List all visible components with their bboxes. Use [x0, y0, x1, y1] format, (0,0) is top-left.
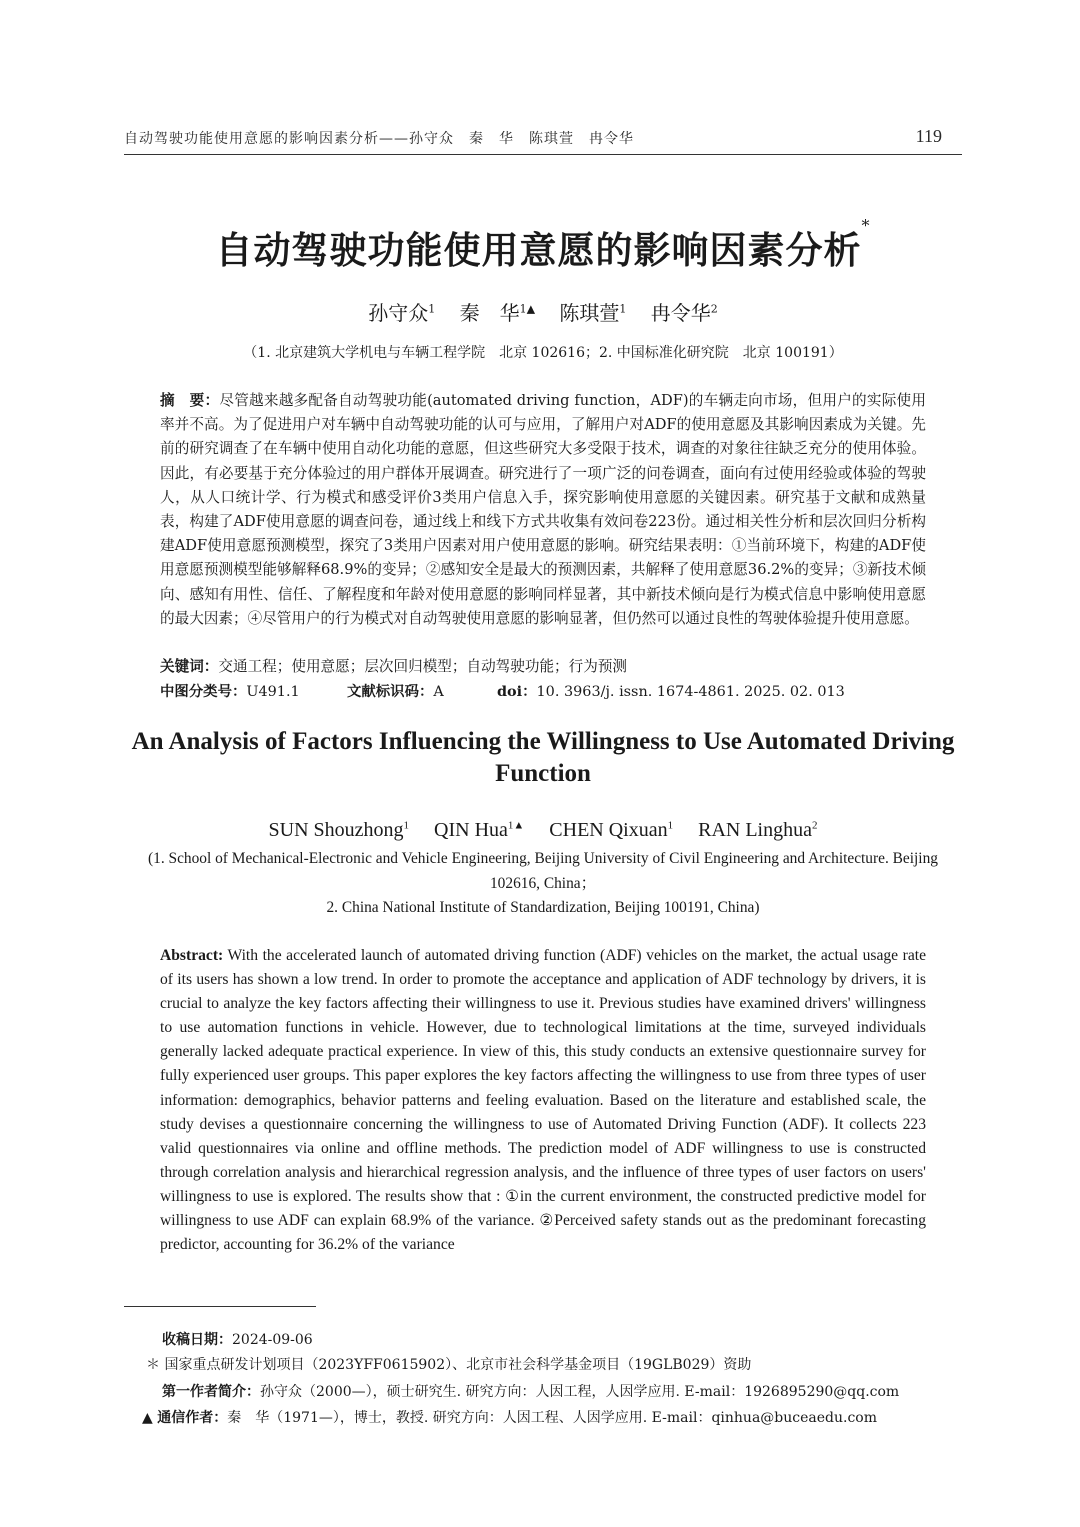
chinese-title-text: 自动驾驶功能使用意愿的影响因素分析 [215, 228, 862, 272]
document-code: 文献标识码：A [347, 683, 444, 700]
abstract-text: 尽管越来越多配备自动驾驶功能(automated driving function，ADF)的车辆走向市场，但用户的实际使用率并不高。为了促进用户对车辆中自动驾驶功能的认可与应用，了解用户对ADF的使用意愿及其影响因素成为关键。先前的研究调查了在车辆中使用自动化功能的意愿，但这些研究大多受限于技术，调查的对象往往缺乏充分的使用体验。因此，有必要基于充分体验过的用户群体开展调查。研究进行了一项广泛的问卷调查，面向有过使用经验或体验的驾驶人，从人口统计学、行为模式和感受评价3类用户信息入手，探究影响使用意愿的关键因素。研究基于文献和成熟量表，构建了ADF使用意愿的调查问卷，通过线上和线下方式共收集有效问卷223份。通过相关性分析和层次回归分析构建ADF使用意愿预测模型，探究了3类用户因素对用户使用意愿的影响。研究结果表明：①当前环境下，构建的ADF使用意愿预测模型能够解释68.9%的变异；②感知安全是最大的预测因素，共解释了使用意愿36.2%的变异；③新技术倾向、感知有用性、信任、了解程度和年龄对使用意愿的影响同样显著，其中新技术倾向是行为模式信息中影响使用意愿的最大因素；④尽管用户的行为模式对自动驾驶使用意愿的影响显著，但仍然可以通过良性的驾驶体验提升使用意愿。 [160, 392, 926, 627]
author: 孙守众$^1$ [368, 301, 436, 325]
doi: doi：10. 3963/j. issn. 1674-4861. 2025. 02. 013 [497, 683, 845, 700]
english-abstract [160, 944, 926, 1257]
triangle-icon: ▲ [142, 1410, 153, 1426]
chinese-affiliation: （1. 北京建筑大学机电与车辆工程学院 北京 102616；2. 中国标准化研究院 北京 100191） [243, 345, 843, 361]
abstract-label: 摘 要： [160, 392, 220, 409]
author: CHEN Qixuan$^1$ [549, 819, 674, 841]
header-rule [124, 154, 962, 155]
author: 陈琪萱$^1$ [559, 301, 627, 325]
author: QIN Hua$^{1▲}$ [434, 819, 525, 841]
footnote-rule [124, 1306, 316, 1307]
title-footnote-mark: * [861, 216, 871, 235]
english-title: An Analysis of Factors Influencing the Willingness to Use Automated Driving Function [131, 728, 955, 787]
author: 冉令华$^2$ [650, 301, 718, 325]
chinese-keywords [160, 655, 926, 679]
author: RAN Linghua$^2$ [698, 819, 818, 841]
keywords-text: 交通工程；使用意愿；层次回归模型；自动驾驶功能；行为预测 [218, 658, 628, 675]
chinese-title [124, 216, 962, 274]
footnote-received: 收稿日期：2024-09-06 [162, 1332, 313, 1348]
english-affiliation-2: 2. China National Institute of Standardization, Beijing 100191, China) [326, 899, 760, 916]
abstract-text: With the accelerated launch of automated driving function (ADF) vehicles on the market, the actual usage rate of its users has shown a low trend. In order to promote the acceptance and application of ADF technology by drivers, it is crucial to analyze the key factors affecting their willingness to use it. Previous studies have examined drivers' willingness to use automation functions in vehicle. However, due to technological limitations at the time, surveyed individuals generally lacked adequate practical experience. In view of this, this study conducts an extensive questionnaire survey for fully experienced user groups. This paper explores the key factors affecting the willingness to use from three types of user information: demographics, behavior patterns and feeling evaluation. Based on the literature and established scale, the study devises a questionnaire concerning the willingness to use of Automated Driving Function (ADF). It collects 223 valid questionnaires via online and offline methods. The prediction model of ADF willingness to use is constructed through correlation analysis and hierarchical regression analysis, and the influence of three types of user factors on users' willingness to use is explored. The results show that : ①in the current environment, the constructed predictive model for willingness to use ADF can explain 68.9% of the variance. ②Perceived safety stands out as the predominant forecasting predictor, accounting for 36.2% of the variance [160, 947, 926, 1254]
clc-number: 中图分类号：U491.1 [160, 683, 300, 700]
footnote-corresponding-author: ▲ 通信作者：秦 华（1971—），博士，教授. 研究方向：人因工程、人因学应用. E-mail：qinhua@buceaedu.com [142, 1410, 877, 1426]
english-author-list [124, 819, 962, 842]
english-affiliation [124, 847, 962, 921]
keywords-label: 关键词： [160, 658, 219, 675]
author: SUN Shouzhong$^1$ [268, 819, 410, 841]
classification-line [160, 680, 845, 701]
author: 秦 华$^{1▲}$ [459, 301, 536, 325]
footnote-first-author: 第一作者简介：孙守众（2000—），硕士研究生. 研究方向：人因工程，人因学应用. E-mail：1926895290@qq.com [162, 1384, 900, 1400]
english-affiliation-1: (1. School of Mechanical-Electronic and Vehicle Engineering, Beijing University of Civil Engineering and Architecture. Beijing 102616, China； [148, 850, 938, 892]
chinese-abstract [160, 389, 926, 631]
abstract-label: Abstract: [160, 947, 224, 964]
footnote-funding: ＊ 国家重点研发计划项目（2023YFF0615902）、北京市社会科学基金项目（19GLB029）资助 [146, 1357, 752, 1373]
page-number: 119 [915, 126, 942, 146]
footnote-mark: ＊ [146, 1357, 160, 1373]
chinese-author-list [124, 297, 962, 326]
running-header-title: 自动驾驶功能使用意愿的影响因素分析——孙守众 秦 华 陈琪萱 冉令华 [124, 131, 634, 147]
